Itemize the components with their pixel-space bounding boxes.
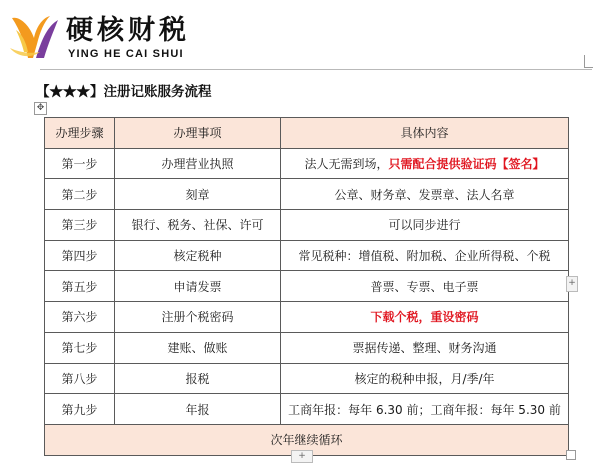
step-cell: 第二步 (45, 179, 115, 210)
add-column-button[interactable]: + (566, 276, 578, 292)
item-cell: 年报 (115, 394, 281, 425)
item-cell: 办理营业执照 (115, 148, 281, 179)
brand-logo-icon (6, 8, 62, 66)
table-row (45, 210, 569, 241)
header-item: 办理事项 (115, 118, 281, 149)
detail-cell (281, 363, 569, 394)
item-cell: 报税 (115, 363, 281, 394)
table-row (45, 148, 569, 179)
step-cell: 第九步 (45, 394, 115, 425)
table-move-handle-icon[interactable]: ✥ (34, 102, 47, 115)
detail-cell (281, 271, 569, 302)
item-cell: 刻章 (115, 179, 281, 210)
detail-text: 常见税种：增值税、附加税、企业所得税、个税 (298, 249, 551, 264)
detail-cell (281, 179, 569, 210)
page-corner-mark (584, 55, 593, 68)
header-detail: 具体内容 (281, 118, 569, 149)
step-cell: 第一步 (45, 148, 115, 179)
table-row (45, 240, 569, 271)
detail-text: 法人无需到场， (304, 157, 389, 172)
detail-text: 普票、专票、电子票 (370, 279, 479, 294)
step-cell: 第三步 (45, 210, 115, 241)
brand-pinyin: YING HE CAI SHUI (68, 48, 184, 60)
add-row-button[interactable]: + (291, 450, 313, 463)
item-cell: 申请发票 (115, 271, 281, 302)
step-cell: 第六步 (45, 302, 115, 333)
step-cell: 第四步 (45, 240, 115, 271)
detail-cell (281, 240, 569, 271)
detail-text: 核定的税种申报，月/季/年 (354, 371, 495, 386)
item-cell: 银行、税务、社保、许可 (115, 210, 281, 241)
table-row (45, 271, 569, 302)
table-header-row (45, 118, 569, 149)
detail-text: 工商年报：每年 6.30 前；工商年报：每年 5.30 前 (288, 402, 561, 417)
item-cell: 注册个税密码 (115, 302, 281, 333)
item-cell: 核定税种 (115, 240, 281, 271)
step-cell: 第八步 (45, 363, 115, 394)
table-row (45, 179, 569, 210)
table-row (45, 302, 569, 333)
detail-cell (281, 210, 569, 241)
step-cell: 第五步 (45, 271, 115, 302)
detail-highlight: 只需配合提供验证码【签名】 (388, 157, 545, 172)
detail-highlight: 下载个税，重设密码 (370, 310, 479, 325)
detail-text: 可以同步进行 (388, 218, 461, 233)
footer-cell: 次年继续循环 (45, 424, 569, 455)
detail-cell (281, 394, 569, 425)
header-divider (40, 69, 592, 70)
item-cell: 建账、做账 (115, 332, 281, 363)
step-cell: 第七步 (45, 332, 115, 363)
detail-text: 公章、财务章、发票章、法人名章 (334, 187, 515, 202)
table-row (45, 394, 569, 425)
detail-cell (281, 148, 569, 179)
detail-cell (281, 332, 569, 363)
table-row (45, 332, 569, 363)
section-title: 【★★★】注册记账服务流程 (36, 84, 212, 100)
detail-text: 票据传递、整理、财务沟通 (352, 341, 497, 356)
brand-name: 硬核财税 (66, 15, 190, 46)
header-step: 办理步骤 (45, 118, 115, 149)
table-row (45, 363, 569, 394)
table-resize-handle[interactable] (566, 450, 576, 460)
detail-cell (281, 302, 569, 333)
service-flow-table (44, 117, 569, 456)
